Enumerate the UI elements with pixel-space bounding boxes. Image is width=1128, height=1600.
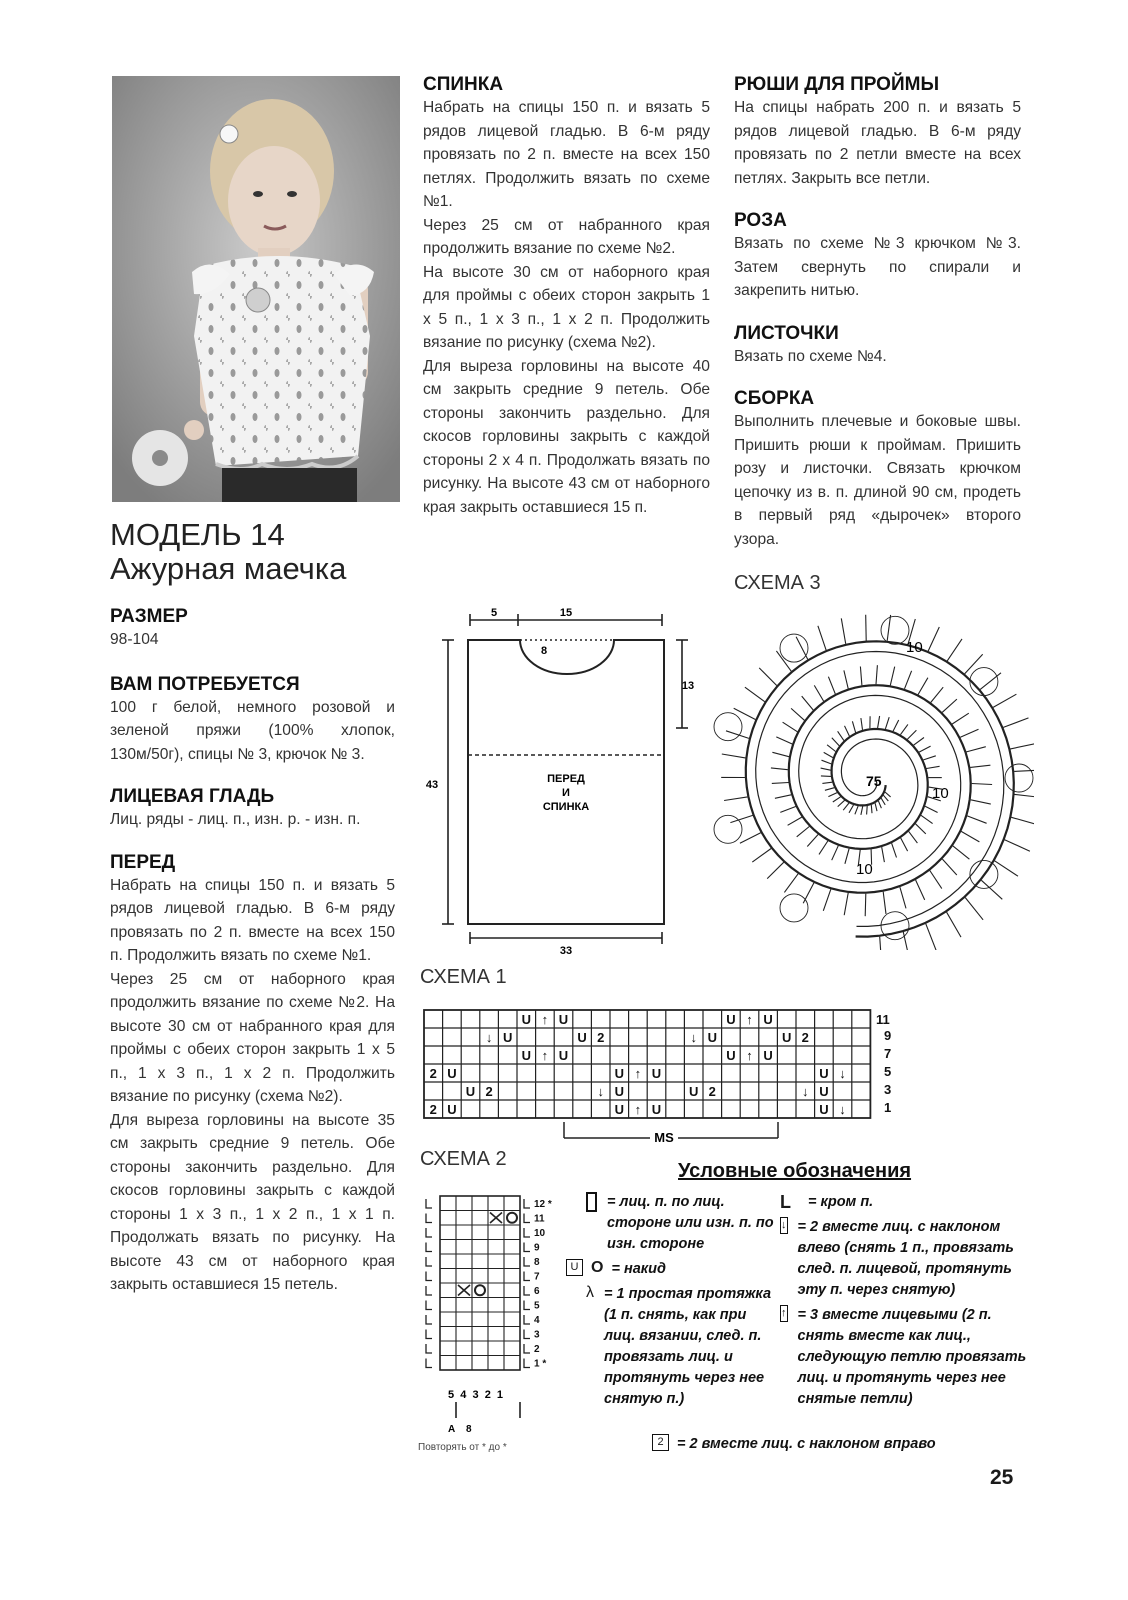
k2tog-left-icon: ↓ (780, 1217, 788, 1234)
scheme2-markers: A 8 (448, 1424, 472, 1435)
section-heading: РЮШИ ДЛЯ ПРОЙМЫ (734, 74, 940, 95)
scheme1-stitch-symbol: U (763, 1012, 773, 1027)
row-number: 11 (876, 1012, 890, 1027)
yarn-over-circle-icon: O (591, 1259, 604, 1276)
middle-column (423, 74, 710, 519)
scheme1-stitch-symbol: ↑ (746, 1048, 753, 1063)
legend-text: = 3 вместе лицевыми (2 п. снять вместе как лиц., следующую петлю провязать лиц. и протянуть через нее снятые петли) (797, 1307, 1027, 1407)
section-text: На спицы набрать 200 п. и вязать 5 рядов лицевой гладью. В 6-м ряду провязать по 2 петли вместе на всех петлях. Закрыть все петли. (734, 99, 1021, 187)
dim-neck: 8 (540, 645, 548, 657)
section-text: Вязать по схеме №3 крючком №3. Затем свернуть по спирали и закрепить нитью. (734, 235, 1021, 299)
section-front (110, 852, 395, 1297)
slip-decrease-icon: λ (586, 1284, 594, 1301)
legend-title: Условные обозначения (678, 1160, 912, 1182)
scheme1-stitch-symbol: U (651, 1102, 662, 1117)
section-heading: СБОРКА (734, 388, 815, 409)
scheme1-caption: СХЕМА 1 (420, 966, 507, 988)
scheme1-stitch-symbol: 2 (801, 1030, 809, 1045)
section-heading: РОЗА (734, 210, 787, 231)
scheme1-stitch-symbol: ↓ (485, 1030, 493, 1045)
legend-item (586, 1192, 776, 1255)
legend-item (780, 1305, 1030, 1410)
scheme1-stitch-symbol: U (726, 1012, 736, 1027)
model-name: Ажурная маечка (110, 551, 347, 586)
section-heading: ЛИСТОЧКИ (734, 322, 839, 344)
scheme3-diagram (704, 580, 1034, 950)
scheme2-row-number: 10 (534, 1228, 546, 1239)
legend-text: = 1 простая протяжка (1 п. снять, как при лиц. вязании, след. п. провязать лиц. и протянуть через нее снятую п.) (604, 1286, 772, 1407)
section-heading: ЛИЦЕВАЯ ГЛАДЬ (110, 786, 275, 807)
scheme3-center-label: 75 (866, 773, 882, 789)
row-number: 5 (884, 1064, 892, 1079)
scheme3-caption: СХЕМА 3 (734, 572, 821, 594)
legend-item (586, 1284, 776, 1410)
scheme1-stitch-symbol: U (707, 1030, 717, 1045)
section-leaves (734, 323, 1021, 369)
section-assembly (734, 388, 1021, 551)
scheme2-row-number: 5 (534, 1300, 540, 1312)
schematic-label-1: ПЕРЕД (547, 773, 585, 785)
scheme2-row-number: 7 (534, 1271, 540, 1283)
section-text: Набрать на спицы 150 п. и вязать 5 рядов лицевой гладью. В 6-м ряду провязать по 2 п. вместе на всех 150 п. Продолжить вязать по схеме №1. Через 25 см от наборного края продолжить вязание по схеме №2. На высоте 30 см от набранного края для проймы с обеих сторон закрыть 1 х 5 п., 1 х 3 п., 1 х 2 п. Продолжить вязание по рисунку (схема №2). Для выреза горловины на высоте 35 см закрыть средние 9 петель. Обе стороны закончить раздельно. Для скосов горловины закрыть с каждой стороны 1 х 3 п., 1 х 2 п., 1 х 1 п. Продолжать вязать по рисунку. На высоте 43 см от наборного края закрыть оставшиеся 15 петель. (110, 876, 395, 1293)
legend-text: = кром п. (808, 1194, 874, 1210)
right-column (734, 74, 1021, 567)
scheme3-label: 10 (906, 639, 923, 656)
scheme2-row-number: 2 (534, 1344, 540, 1355)
child-photo (112, 76, 400, 502)
scheme1-stitch-symbol: ↓ (802, 1084, 809, 1099)
legend-left (570, 1192, 776, 1410)
scheme1-stitch-symbol: U (651, 1066, 662, 1081)
dim-right: 13 (681, 680, 695, 692)
child-photo-illustration (112, 76, 400, 502)
scheme2-chart (418, 1186, 588, 1456)
schematic-label-2: И (562, 787, 570, 799)
section-text: Лиц. ряды - лиц. п., изн. р. - изн. п. (110, 811, 361, 828)
yarn-over-icon: U (566, 1259, 583, 1276)
scheme1-stitch-symbol: U (819, 1066, 829, 1081)
legend-item (566, 1259, 776, 1280)
legend-right (780, 1192, 1030, 1410)
scheme2-row-number: 12 * (534, 1199, 552, 1210)
scheme1-stitch-symbol: 2 (597, 1030, 605, 1045)
section-text: Вязать по схеме №4. (734, 347, 887, 365)
scheme2-row-number: 9 (534, 1242, 540, 1254)
legend-text: = лиц. п. по лиц. стороне или изн. п. по изн. стороне (606, 1194, 774, 1252)
model-title (110, 518, 346, 586)
row-number: 7 (884, 1046, 892, 1061)
section-text: 98-104 (110, 631, 159, 648)
section-stockinette (110, 786, 395, 832)
scheme1-stitch-symbol: U (577, 1030, 587, 1045)
scheme1-stitch-symbol: U (558, 1012, 569, 1027)
edge-stitch-icon: L (780, 1192, 791, 1212)
scheme1-stitch-symbol: ↓ (839, 1102, 846, 1117)
dim-left: 43 (425, 779, 439, 791)
section-heading: РАЗМЕР (110, 606, 188, 627)
scheme2-row-number: 4 (534, 1315, 540, 1326)
scheme1-stitch-symbol: ↓ (690, 1030, 697, 1045)
legend-item (652, 1434, 936, 1455)
scheme1-stitch-symbol: U (558, 1048, 569, 1063)
scheme1-stitch-symbol: 2 (708, 1084, 716, 1099)
scheme1-stitch-symbol: ↑ (634, 1066, 642, 1081)
ms-label: MS (654, 1130, 674, 1145)
scheme2-row-number: 1 * (534, 1358, 547, 1370)
scheme1-stitch-symbol: U (503, 1030, 513, 1045)
scheme2-row-number: 11 (534, 1213, 545, 1225)
section-heading: СПИНКА (423, 74, 504, 95)
section-text: Набрать на спицы 150 п. и вязать 5 рядов лицевой гладью. В 6-м ряду провязать по 2 п. вместе на всех 150 петлях. Продолжить вязать по схеме №1. Через 25 см от набранного края продолжить вязание по схеме №2. На высоте 30 см от наборного края для проймы с обеих сторон закрыть 1 х 5 п., 1 х 3 п., 1 х 2 п. Продолжить вязание по рисунку (схема №2). Для выреза горловины на высоте 40 см закрыть средние 9 петель. Обе стороны закончить раздельно. Для скосов горловины закрыть с каждой стороны 2 х 4 п. Продолжать вязать по рисунку. На высоте 43 см от наборного края закрыть оставшиеся 15 п. (423, 99, 710, 516)
scheme1-stitch-symbol: U (726, 1048, 736, 1063)
garment-schematic (420, 602, 710, 962)
legend-text: = 2 вместе лиц. с наклоном вправо (677, 1436, 936, 1452)
scheme1-stitch-symbol: 2 (429, 1102, 437, 1117)
scheme2-row-number: 3 (534, 1329, 540, 1341)
section-ruffles (734, 74, 1021, 190)
scheme1-stitch-symbol: U (614, 1084, 624, 1099)
scheme1-stitch-symbol: ↑ (541, 1048, 549, 1063)
left-column (110, 606, 395, 1313)
scheme1-stitch-symbol: U (447, 1102, 457, 1117)
row-number: 3 (884, 1082, 892, 1097)
section-rose (734, 210, 1021, 303)
legend-text: = 2 вместе лиц. с наклоном влево (снять 1 п., провязать след. п. лицевой, протянуть эту п. через снятую) (797, 1219, 1014, 1298)
section-heading: ПЕРЕД (110, 851, 176, 873)
scheme1-stitch-symbol: U (689, 1084, 699, 1099)
k2tog-right-icon: 2 (652, 1434, 669, 1451)
section-size (110, 606, 395, 652)
scheme1-stitch-symbol: U (819, 1102, 829, 1117)
scheme2-row-number: 8 (534, 1257, 540, 1268)
knit-stitch-icon (586, 1192, 597, 1212)
scheme2-caption: СХЕМА 2 (420, 1148, 507, 1170)
section-heading: ВАМ ПОТРЕБУЕТСЯ (110, 673, 300, 695)
legend-item (780, 1192, 1030, 1213)
legend-item (780, 1217, 1030, 1301)
scheme1-stitch-symbol: U (521, 1048, 531, 1063)
scheme1-stitch-symbol: 2 (429, 1066, 437, 1081)
section-text: 100 г белой, немного розовой и зеленой пряжи (100% хлопок, 130м/50г), спицы № 3, крючок № 3. (110, 698, 395, 763)
scheme1-stitch-symbol: ↓ (597, 1084, 604, 1099)
scheme2-row-number: 6 (534, 1286, 540, 1297)
dim-top-b: 15 (559, 607, 573, 619)
dim-bottom: 33 (559, 945, 573, 957)
scheme1-stitch-symbol: U (614, 1102, 624, 1117)
scheme1-stitch-symbol: ↑ (634, 1102, 642, 1117)
section-text: Выполнить плечевые и боковые швы. Пришить рюши к проймам. Пришить розу и листочки. Связать крючком цепочку из в. п. длиной 90 см, продеть в первый ряд «дырочек» второго узора. (734, 413, 1021, 548)
scheme2-repeat-note: Повторять от * до * (418, 1442, 507, 1453)
scheme1-stitch-symbol: U (763, 1048, 773, 1063)
k3tog-icon: ↑ (780, 1305, 788, 1322)
scheme1-stitch-symbol: ↑ (746, 1012, 753, 1027)
legend-text: = накид (611, 1261, 666, 1277)
schematic-label-3: СПИНКА (542, 801, 590, 813)
scheme1-stitch-symbol: U (614, 1066, 624, 1081)
scheme1-chart (418, 1006, 908, 1146)
page-number: 25 (990, 1466, 1014, 1489)
scheme1-stitch-symbol: 2 (485, 1084, 493, 1099)
scheme1-stitch-symbol: ↑ (541, 1012, 549, 1027)
row-number: 1 (884, 1100, 892, 1115)
scheme1-stitch-symbol: U (782, 1030, 792, 1045)
scheme1-stitch-symbol: U (447, 1066, 457, 1081)
section-materials (110, 674, 395, 767)
model-number: МОДЕЛЬ 14 (110, 517, 285, 552)
scheme1-stitch-symbol: U (819, 1084, 829, 1099)
scheme1-stitch-symbol: U (465, 1084, 476, 1099)
scheme2-col-numbers: 5 4 3 2 1 (448, 1389, 504, 1401)
scheme3-label: 10 (932, 785, 949, 802)
scheme1-row-numbers (876, 1012, 891, 1115)
scheme1-stitch-symbol: ↓ (839, 1066, 846, 1081)
row-number: 9 (884, 1028, 892, 1043)
dim-top-a: 5 (490, 607, 498, 619)
scheme3-label: 10 (856, 861, 873, 878)
scheme1-stitch-symbol: U (521, 1012, 531, 1027)
